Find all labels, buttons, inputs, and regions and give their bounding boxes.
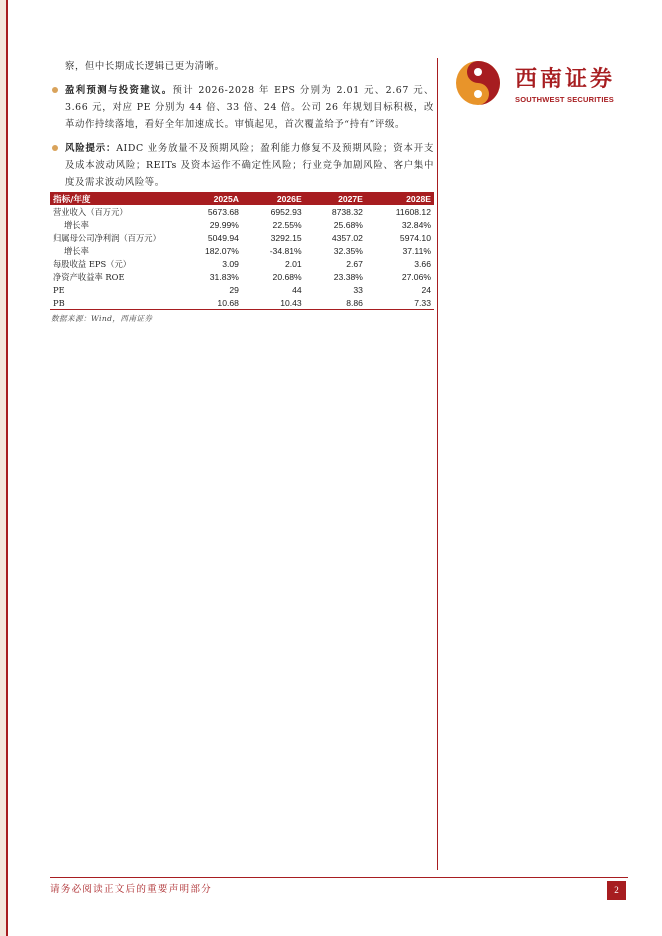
table-cell: -34.81% — [269, 245, 302, 256]
bullet-dot-icon — [52, 87, 58, 93]
table-cell: 32.35% — [333, 245, 363, 256]
table-cell: 2.67 — [346, 258, 363, 269]
row-label: 增长率 — [64, 245, 89, 256]
intro-text: 察，但中长期成长逻辑已更为清晰。 — [65, 61, 225, 72]
table-cell: 5974.10 — [399, 232, 431, 243]
financial-forecast-table — [50, 192, 434, 310]
table-cell: 5049.94 — [207, 232, 239, 243]
table-row — [50, 205, 434, 218]
table-cell: 8.86 — [305, 296, 366, 310]
table-row — [50, 270, 434, 283]
table-cell: 25.68% — [333, 219, 363, 230]
logo-chinese-name: 西南证券 — [515, 66, 616, 92]
table-row — [50, 244, 434, 257]
row-label: 营业收入（百万元） — [53, 206, 128, 217]
table-cell: 11608.12 — [395, 206, 431, 217]
table-cell: 3.66 — [414, 258, 431, 269]
table-row — [50, 218, 434, 231]
table-cell: 5673.68 — [207, 206, 239, 217]
forecast-text: 预计 2026-2028 年 EPS 分别为 2.01 元、2.67 元、3.66 元，对应 PE 分别为 44 倍、33 倍、24 倍。公司 26 年规划目标积极，改革动作持续落地，看好全年加速成长。审慎起见，首次覆盖给予“持有”评级。 — [65, 85, 434, 130]
table-header-cell: 指标/年度 — [50, 192, 176, 205]
risk-text: AIDC 业务放量不及预期风险；盈利能力修复不及预期风险；资本开支及成本波动风险；REITs 及资本运作不确定性风险；行业竞争加剧风险、客户集中度及需求波动风险等。 — [65, 143, 434, 188]
table-header-cell: 2025A — [176, 192, 242, 205]
table-cell: 4357.02 — [331, 232, 363, 243]
table-cell: 27.06% — [401, 271, 431, 282]
table-cell: 33 — [353, 284, 363, 295]
table-cell: 10.43 — [242, 296, 305, 310]
table-cell: 2.01 — [284, 258, 302, 269]
forecast-lead: 盈利预测与投资建议。 — [65, 85, 173, 96]
row-label: 归属母公司净利润（百万元） — [53, 232, 161, 243]
table-cell: 32.84% — [401, 219, 431, 230]
table-header-cell: 2028E — [366, 192, 434, 205]
risk-lead: 风险提示： — [65, 143, 117, 154]
table-header-row — [50, 192, 434, 205]
table-cell: 8738.32 — [331, 206, 363, 217]
page-left-border — [0, 0, 10, 936]
table-row — [50, 296, 434, 310]
intro-paragraph — [52, 58, 434, 75]
row-label: PE — [53, 284, 65, 295]
row-label: 净资产收益率 ROE — [53, 271, 125, 282]
table-header-cell: 2027E — [305, 192, 366, 205]
company-logo — [455, 60, 625, 112]
table-cell: 23.38% — [333, 271, 363, 282]
table-cell: 3.09 — [222, 258, 239, 269]
table-cell: 29 — [229, 284, 239, 295]
column-divider — [437, 58, 438, 870]
row-label: PB — [50, 296, 176, 310]
table-row — [50, 257, 434, 270]
forecast-bullet — [52, 82, 434, 133]
table-header-cell: 2026E — [242, 192, 305, 205]
table-cell: 22.55% — [272, 219, 302, 230]
table-cell: 31.83% — [209, 271, 239, 282]
table-cell: 6952.93 — [270, 206, 302, 217]
table-cell: 29.99% — [209, 219, 239, 230]
table-cell: 182.07% — [205, 245, 239, 256]
row-label: 每股收益 EPS（元） — [53, 258, 132, 269]
table-cell: 20.68% — [272, 271, 302, 282]
row-label: 增长率 — [64, 219, 89, 230]
table-row — [50, 231, 434, 244]
footer-disclaimer: 请务必阅读正文后的重要声明部分 — [50, 884, 212, 895]
bullet-dot-icon — [52, 145, 58, 151]
summary-text — [52, 58, 434, 191]
logo-english-name: SOUTHWEST SECURITIES — [515, 95, 615, 104]
table-cell: 37.11% — [402, 245, 431, 256]
table-cell: 10.68 — [176, 296, 242, 310]
table-cell: 3292.15 — [270, 232, 302, 243]
logo-mark-icon — [455, 60, 501, 106]
table-source-note: 数据来源：Wind，西南证券 — [51, 314, 153, 323]
footer-divider — [50, 877, 628, 878]
table-cell: 44 — [292, 284, 302, 295]
table-cell: 7.33 — [366, 296, 434, 310]
table-row — [50, 283, 434, 296]
table-cell: 24 — [421, 284, 431, 295]
risk-bullet — [52, 140, 434, 191]
page-number: 2 — [607, 881, 626, 900]
